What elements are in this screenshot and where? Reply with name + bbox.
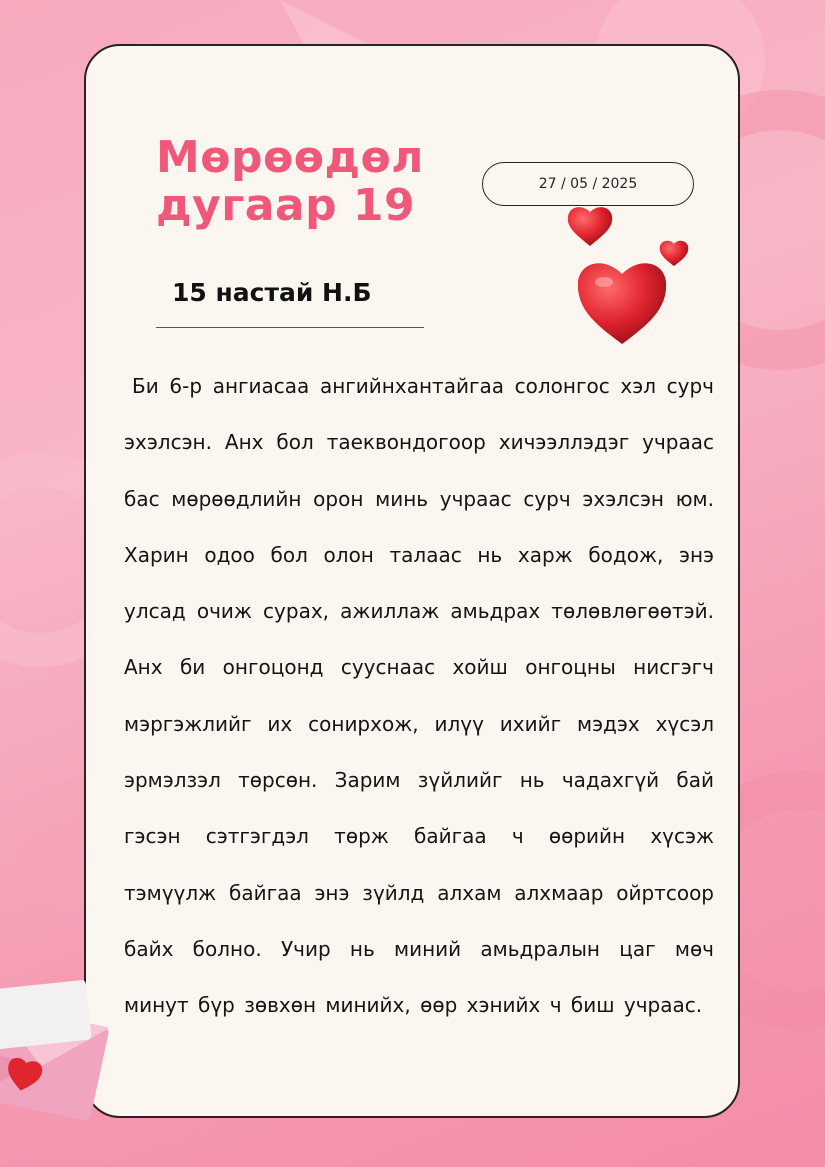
title-line-1: Мөрөөдөл	[156, 132, 424, 183]
letter-body: Би 6-р ангиасаа ангийнхантайгаа солонгос хэл сурч эхэлсэн. Анх бол таеквондогоор хичээллэдэг учраас бас мөрөөдлийн орон минь учраас сурч эхэлсэн юм. Харин одоо бол олон талаас нь харж бодож, энэ улсад очиж сурах, ажиллаж амьдрах төлөвлөгөөтэй. Анх би онгоцонд сууснаас хойш онгоцны нисгэгч мэргэжлийг их сонирхож, илүү ихийг мэдэх хүсэл эрмэлзэл төрсөн. Зарим зүйлийг нь чадахгүй бай гэсэн сэтгэгдэл төрж байгаа ч өөрийн хүсэж тэмүүлж байгаа энэ зүйлд алхам алхмаар ойртсоор байх болно. Учир нь миний амьдралын цаг мөч минут бүр зөвхөн минийх, өөр хэнийх ч биш учраас.	[124, 374, 714, 1018]
author-label: 15 настай Н.Б	[172, 278, 372, 307]
author-underline	[156, 327, 424, 328]
page-title	[156, 134, 424, 230]
date-badge: 27 / 05 / 2025	[482, 162, 694, 206]
love-letter-envelope-icon	[0, 968, 120, 1148]
heart-cluster-icon	[560, 202, 700, 352]
title-line-2: дугаар 19	[156, 180, 416, 231]
letter-card	[84, 44, 740, 1118]
